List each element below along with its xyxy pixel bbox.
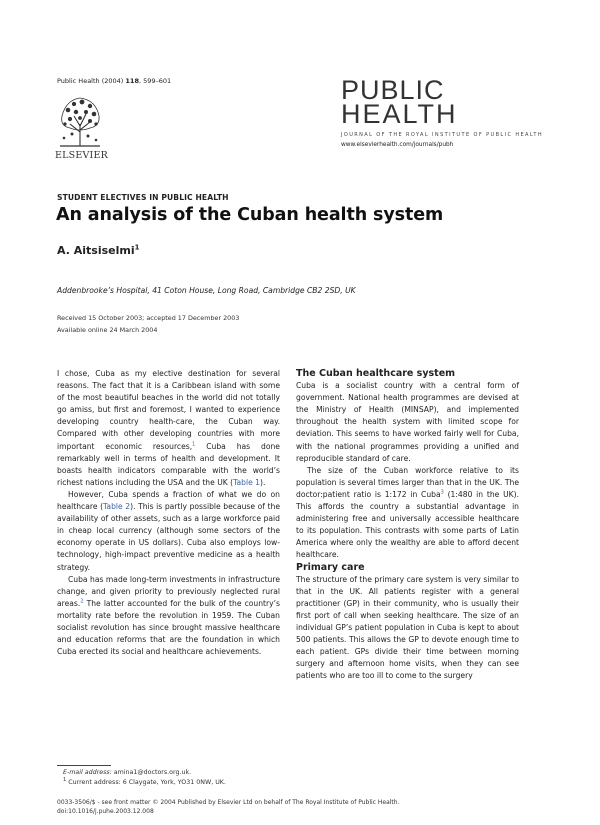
author-name: A. Aitsiselmi [57, 244, 135, 257]
journal-url[interactable]: www.elsevierhealth.com/journals/pubh [341, 142, 454, 148]
table-1-link[interactable]: Table 1 [233, 477, 261, 487]
reference-link[interactable]: 1 [192, 441, 196, 448]
author [57, 244, 139, 257]
footnote-divider [57, 765, 111, 766]
article-dates [57, 312, 239, 336]
email-footnote: E-mail address: amina1@doctors.org.uk. [63, 769, 192, 776]
author-footnote-mark[interactable]: 1 [134, 243, 140, 252]
footnotes [57, 768, 226, 787]
journal-logo-subline: JOURNAL OF THE ROYAL INSTITUTE OF PUBLIC HEALTH [341, 132, 543, 138]
email-link[interactable]: amina1@doctors.org.uk. [113, 769, 192, 776]
address-footnote: $^1$ Current address: 6 Claygate, York, YO31 0NW, UK. [63, 776, 226, 786]
paragraph-3: Cuba has made long-term investments in infrastructure change, and given priority to previously neglected rural areas.$^2$ The latter accounted for the bulk of the country’s mortality rate before the revolution in 1959. The Cuban socialist revolution has since brought massive healthcare and education reforms that are the foundation in which Cuba erected its social and healthcare achievements. [57, 574, 280, 657]
reference-link[interactable]: 3 [440, 489, 444, 496]
paragraph-2: However, Cuba spends a fraction of what we do on healthcare (Table 2). This is partly possible because of the availability of other assets, such as a large workforce paid in cheap local currency (although some sectors of the economy operate in US dollars). Cuba also employs low-technology, high-impact preventive medicine as a health strategy. [57, 489, 280, 572]
copyright-line: 0033-3506/$ - see front matter © 2004 Published by Elsevier Ltd on behalf of The Royal Institute of Public Health. [57, 799, 400, 806]
elsevier-tree-emblem-icon [56, 94, 104, 148]
paragraph-6: The structure of the primary care system is very similar to that in the UK. All patients register with a general practitioner (GP) in their community, who is usually their first port of call when seeking healthcare. The size of an individual GP’s patient population in Cuba is kept to about 500 patients. This allows the GP to devote enough time to each patient. GPs divide their time between morning surgery and afternoon home visits, when they can see patients who are too ill to come to the surgery [296, 574, 519, 681]
paragraph-5: The size of the Cuban workforce relative to its population is several times larger than that in the UK. The doctor:patient ratio is 1:172 in Cuba$^3$ (1:480 in the UK). This affords the country a substantial advantage in administering free and universally accessible healthcare to its population. This contrasts with some parts of Latin America where only the wealthy are able to afford decent healthcare. [296, 465, 520, 560]
available-date: Available online 24 March 2004 [57, 326, 158, 334]
copyright-doi [57, 798, 400, 816]
section-label: STUDENT ELECTIVES IN PUBLIC HEALTH [57, 193, 229, 202]
affiliation: Addenbrooke’s Hospital, 41 Coton House, Long Road, Cambridge CB2 2SD, UK [57, 286, 356, 295]
table-2-link[interactable]: Table 2 [103, 502, 131, 512]
doi-line[interactable]: doi:10.1016/j.puhe.2003.12.008 [57, 808, 154, 815]
journal-citation: Public Health (2004) 118, 599–601 [57, 77, 172, 85]
paragraph-1: I chose, Cuba as my elective destination for several reasons. The fact that it is a Caribbean island with some of the most beautiful beaches in the world did not totally go amiss, but first and foremost, I wanted to experience developing country health-care, the Cuban way. Compared with other developing countries with more important economic resources,$^1$ Cuba has done remarkably well in terms of health and development. It boasts health indicators comparable with the world’s richest nations including the USA and the UK (Table 1). [57, 369, 280, 487]
volume: 118 [125, 77, 139, 85]
heading-primary-care: Primary care [296, 561, 365, 573]
body-right-column [296, 368, 519, 682]
journal-logo-health: HEALTH [341, 99, 458, 129]
heading-cuban-healthcare-system: The Cuban healthcare system [296, 368, 456, 379]
received-date: Received 15 October 2003; accepted 17 December 2003 [57, 314, 240, 322]
article-title: An analysis of the Cuban health system [56, 205, 444, 225]
journal-logo [341, 75, 543, 148]
publisher-logo-text: ELSEVIER [55, 150, 108, 161]
pages: 599–601 [143, 77, 172, 85]
body-left-column [57, 368, 280, 658]
reference-link[interactable]: 2 [80, 598, 84, 605]
paragraph-4: Cuba is a socialist country with a central form of government. National health programmes are devised at the Ministry of Health (MINSAP), and implemented throughout the health system with limited scope for deviation. This seems to have worked fairly well for Cuba, with the national programmes providing a unified and reproducible standard of care. [296, 381, 519, 463]
journal-logo-public: PUBLIC [341, 75, 445, 105]
